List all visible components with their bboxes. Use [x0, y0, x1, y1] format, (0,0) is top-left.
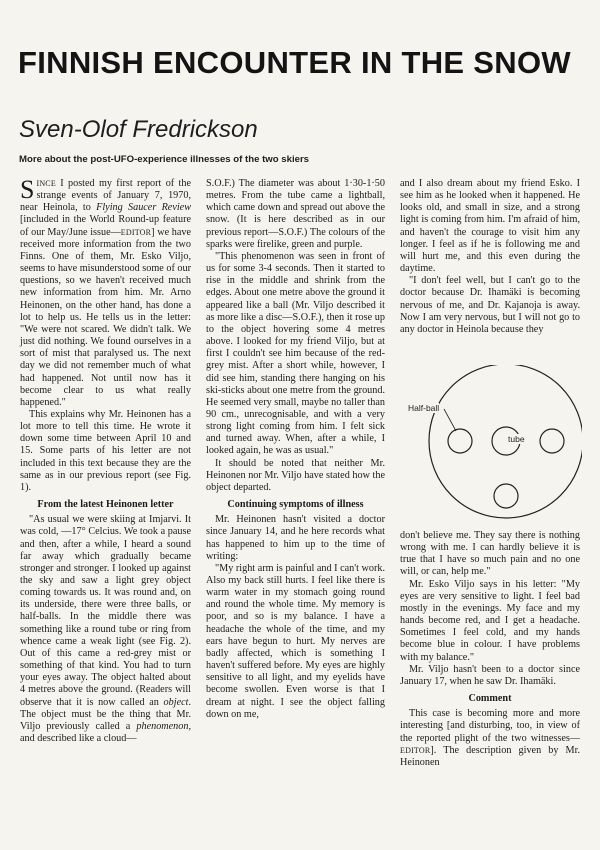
- paragraph: It should be noted that neither Mr. Heinonen nor Mr. Viljo have stated how the object departed.: [206, 457, 385, 493]
- article-subtitle: More about the post-UFO-experience illnesses of the two skiers: [19, 154, 310, 165]
- paragraph: "My right arm is painful and I can't work. Also my back still hurts. I feel like there is warm water in my stomach going round and round the whole time. My memory is poor, and so is my balance. I have a headache the whole of the time, and my ears have begun to hurt. My nerves are badly affected, which is something I haven't suffered before. My eyes are highly sensitive to all light, and my eyelids have become swollen. Even worse is that I dream at night. I see the object falling down on me,: [206, 562, 385, 720]
- text-run: "As usual we were skiing at Imjarvi. It was cold, —17° Celcius. We took a pause and then, after a while, I heard a sound far away which gradually became stronger and stronger. I looked up against the sky and saw a light grey object coming towards us. It was round and, on its underside, there were three balls, or half-balls. In the middle there was something like a round tube or ring from whence came a weak light (see Fig. 2). Out of this came a red-grey mist or something of that kind. You had to turn your eyes away. The object halted about 4 metres above the ground. (Readers will observe that it is now called an: [20, 514, 191, 708]
- text-run: This case is becoming more and more interesting [and disturbing, too, in view of the reported plight of the two witnesses—: [400, 708, 580, 744]
- text-run: ] we have received more information from the two Finns. One of them, Mr. Esko Viljo, seems to have misunderstood some of our questions, so we haven't received much new information from him. Mr. Arno Heinonen, on the other hand, has done a lot to help us. He tells us in the letter: "We were not scared. We didn't talk. We just did nothing. We found ourselves in a sort of mist that paralysed us. The next day we did not remember much of what had happened. Not until now has it become clear to us what really happened.": [20, 226, 191, 408]
- paragraph: don't believe me. They say there is nothing wrong with me. I can hardly believe it is true that I have so much pain and no one will, or can, help me.": [400, 530, 580, 578]
- text-run: [included in the World Round-up feature of our May/June issue—: [20, 214, 191, 238]
- section-heading: From the latest Heinonen letter: [37, 499, 174, 511]
- half-ball-bottom: [494, 484, 518, 508]
- small-caps-text: INCE: [36, 179, 56, 188]
- object-diagram-svg: [400, 365, 582, 527]
- editor-note: EDITOR: [400, 745, 431, 755]
- drop-cap: S: [20, 175, 35, 204]
- text-run: . The object must be the thing that Mr. Viljo previously called a: [20, 696, 191, 732]
- text-run: , and described like a cloud—: [20, 720, 191, 745]
- column-2: [206, 178, 385, 721]
- magazine-name: Flying Saucer Review: [96, 202, 192, 214]
- tube-label: tube: [508, 434, 525, 444]
- column-1: [20, 175, 192, 745]
- italic-term: phenomenon: [136, 720, 189, 732]
- half-ball-pointer: [444, 409, 456, 431]
- article-author: Sven-Olof Fredrickson: [19, 116, 258, 143]
- italic-term: object: [163, 696, 189, 708]
- half-ball-right: [540, 429, 564, 453]
- paragraph: [400, 708, 580, 769]
- outer-rim-circle: [429, 365, 582, 518]
- section-heading: Continuing symptoms of illness: [227, 499, 364, 511]
- paragraph: Mr. Heinonen hasn't visited a doctor since January 14, and he here records what has happened to him up to the time of writing:: [206, 514, 385, 562]
- text-run: I posted my first report of the strange events of January 7, 1970, near Heinola, to: [20, 178, 191, 214]
- column-3-bottom: [400, 530, 580, 769]
- editor-note: EDITOR: [120, 227, 152, 237]
- half-ball-left: [448, 429, 472, 453]
- paragraph: S.O.F.) The diameter was about 1·30-1·50 metres. From the tube came a lightball, which came down and spread out above the snow. (It is here described as in our previous report—S.O.F.) The colours of the sparks were firelike, green and purple.: [206, 178, 385, 250]
- paragraph: [20, 175, 192, 409]
- text-run: ]. The description given by Mr. Heinonen: [400, 744, 580, 768]
- paragraph: Mr. Esko Viljo says in his letter: "My eyes are very sensitive to light. I feel bad mostly in the evenings. My face and my hands become red, and I get a headache. Sometimes I feel cold, and my hands become blue in colour. I have problems with my balance.": [400, 578, 580, 663]
- article-title: FINNISH ENCOUNTER IN THE SNOW: [18, 45, 571, 80]
- half-ball-label: Half-ball: [408, 403, 440, 413]
- paragraph: Mr. Viljo hasn't been to a doctor since January 17, when he saw Dr. Ihamäki.: [400, 663, 580, 687]
- paragraph: "I don't feel well, but I can't go to the doctor because Dr. Ihamäki is becoming nervous of me, and Dr. Kajanoja is away. Now I am very nervous, but I will not go to any doctor in Heinola because they: [400, 275, 580, 335]
- column-3-top: [400, 178, 580, 336]
- paragraph: "This phenomenon was seen in front of us for some 3-4 seconds. Then it started to rise in the middle and shrink from the edges. About one metre above the ground it appeared like a ball (Mr. Viljo described it as more like a disc—S.O.F.), then it rose up to the object hovering some 4 metres above. I looked for my friend Viljo, but at first I couldn't see him because of the red-grey mist. After a short while, however, I did see him, standing there hanging on his ski-sticks about one metre from the ground. He seemed very small, maybe no taller than 90 cm., unrecognisable, and with a very strong light coming from him. I felt sick and turned away. When, after a while, I looked again, he was as usual.": [206, 250, 385, 457]
- section-heading: Comment: [468, 693, 512, 705]
- paragraph: [20, 514, 191, 745]
- paragraph: and I also dream about my friend Esko. I see him as he looked when it happened. He looks old, and small in size, and a strong light is coming from him. I'm afraid of him, and haven't the courage to visit him any longer. I feel as if he is following me and will hurt me, and this even during the daytime.: [400, 178, 580, 275]
- paragraph: This explains why Mr. Heinonen has a lot more to tell this time. He wrote it down some time between April 10 and 15. Some parts of his letter are not included in this text because they are the same as in our previous report (see Fig. 1).: [20, 408, 191, 493]
- object-diagram: [400, 365, 582, 527]
